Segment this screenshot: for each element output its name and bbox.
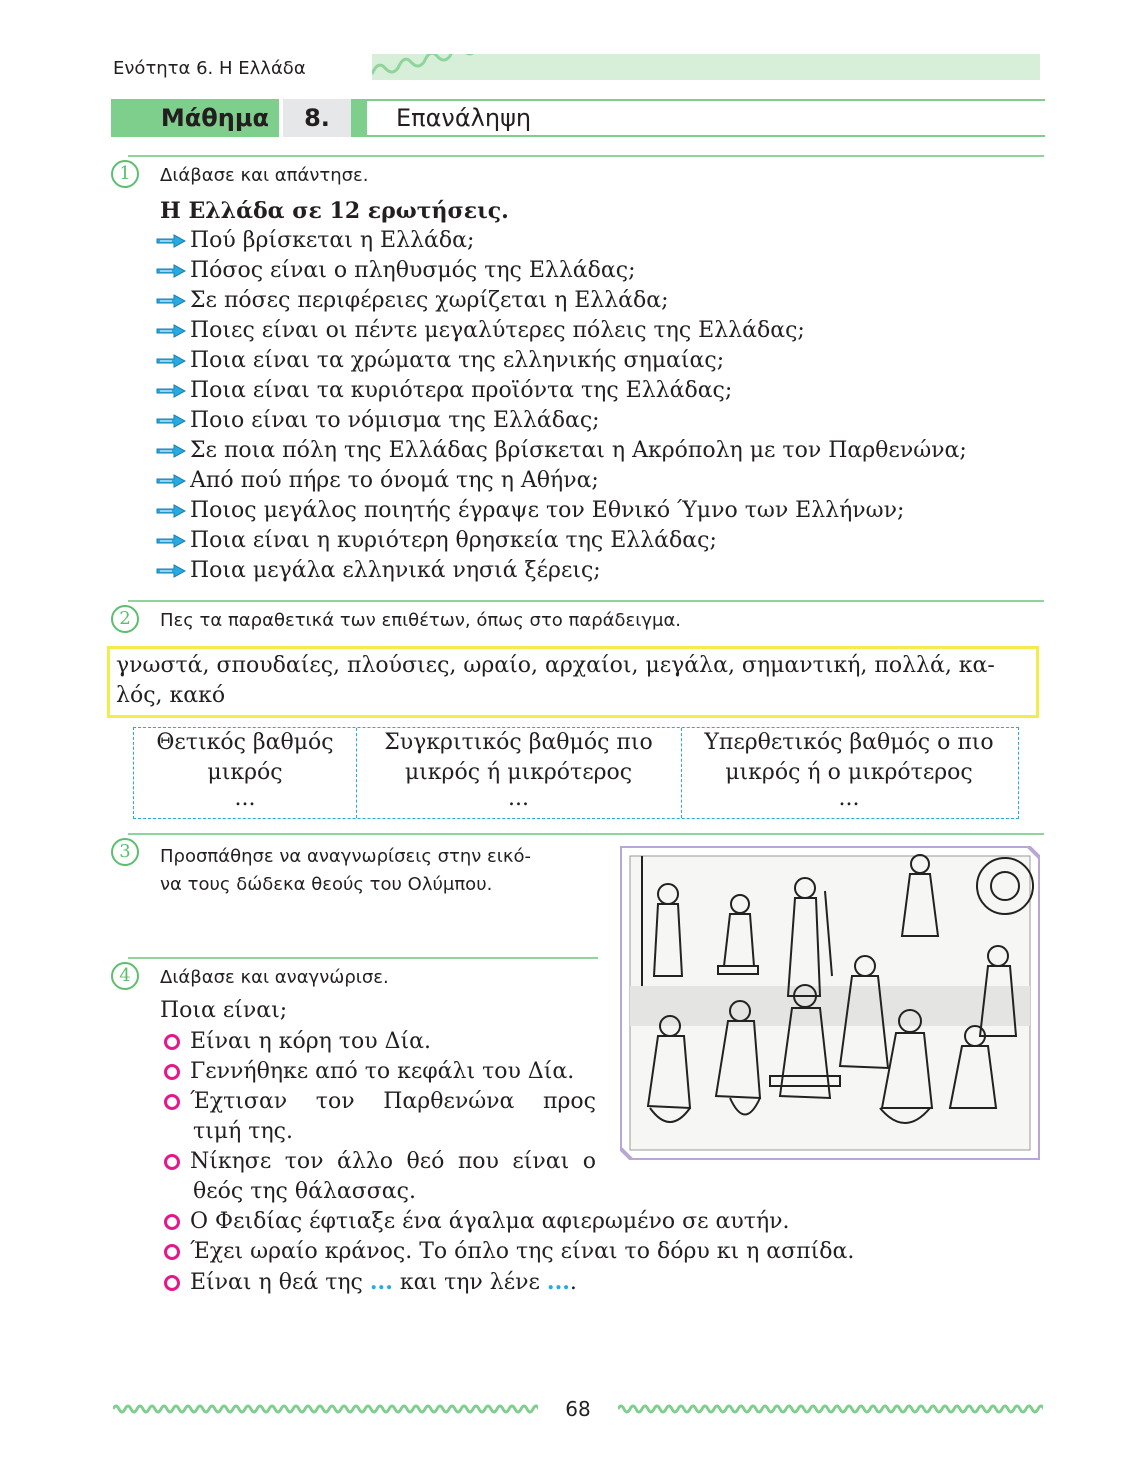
word-list-line-1: γνωστά, σπουδαίες, πλούσιες, ωραίο, αρχαίοι, μεγάλα, σημαντική, πολλά, κα- xyxy=(116,653,995,678)
exercise-number-2: 2 xyxy=(111,605,139,633)
decorative-wave-border xyxy=(618,1402,1043,1416)
degrees-table xyxy=(133,727,1019,819)
question-text: Ποιες είναι οι πέντε μεγαλύτερες πόλεις της Ελλάδας; xyxy=(190,318,805,343)
arrow-icon xyxy=(156,384,186,398)
instruction-line: Προσπάθησε να αναγνωρίσεις στην εικό- xyxy=(160,846,531,867)
question-item xyxy=(156,496,967,526)
question-item xyxy=(156,436,967,466)
question-item xyxy=(156,406,967,436)
clue-item xyxy=(164,1207,854,1237)
question-list xyxy=(156,226,967,586)
question-item xyxy=(156,346,967,376)
clue-text-continued: θεός της θάλασσας. xyxy=(193,1179,416,1204)
clue-text-continued: τιμή της. xyxy=(193,1119,293,1144)
exercise-number-1: 1 xyxy=(111,160,139,188)
clue-item xyxy=(164,1057,854,1087)
lesson-number: 8. xyxy=(283,99,351,137)
arrow-icon xyxy=(156,474,186,488)
column-header: Θετικός βαθμός xyxy=(156,730,334,755)
question-text: Ποια είναι τα κυριότερα προϊόντα της Ελλάδας; xyxy=(190,378,733,403)
arrow-icon xyxy=(156,294,186,308)
blank-dots: ... xyxy=(369,1269,393,1295)
clue-item xyxy=(164,1027,854,1057)
arrow-icon xyxy=(156,444,186,458)
clue-item xyxy=(164,1087,854,1117)
question-text: Ποιος μεγάλος ποιητής έγραψε τον Εθνικό Ύμνο των Ελλήνων; xyxy=(190,498,905,523)
clue-list xyxy=(164,1027,854,1298)
question-item xyxy=(156,226,967,256)
section-divider xyxy=(128,833,1044,835)
question-item xyxy=(156,316,967,346)
exercise-number-4: 4 xyxy=(111,962,139,990)
column-example: μικρός ή ο μικρότερος xyxy=(725,760,973,785)
lesson-header xyxy=(111,99,1045,137)
question-text: Ποιο είναι το νόμισμα της Ελλάδας; xyxy=(190,408,600,433)
section-divider xyxy=(128,957,598,959)
clue-text: . xyxy=(569,1270,577,1295)
header-separator xyxy=(351,99,367,137)
word-list-line-2: λός, κακό xyxy=(116,683,226,708)
adjective-word-box xyxy=(107,646,1039,718)
circle-bullet-icon xyxy=(164,1154,180,1170)
arrow-icon xyxy=(156,564,186,578)
column-example: μικρός xyxy=(207,760,283,785)
arrow-icon xyxy=(156,234,186,248)
exercise-1-heading: Η Ελλάδα σε 12 ερωτήσεις. xyxy=(160,198,509,224)
exercise-3-instruction xyxy=(160,843,531,899)
decorative-wave-border xyxy=(113,1402,538,1416)
question-text: Πού βρίσκεται η Ελλάδα; xyxy=(190,228,475,253)
lesson-label: Μάθημα xyxy=(111,99,279,137)
circle-bullet-icon xyxy=(164,1064,180,1080)
exercise-4-instruction: Διάβασε και αναγνώρισε. xyxy=(160,967,389,988)
column-blank: ... xyxy=(838,786,860,811)
clue-text: και την λένε xyxy=(399,1270,540,1295)
clue-text: Έχτισαν τον Παρθενώνα προς xyxy=(190,1089,596,1114)
arrow-icon xyxy=(156,414,186,428)
arrow-icon xyxy=(156,534,186,548)
clue-text: Νίκησε τον άλλο θεό που είναι ο xyxy=(190,1149,596,1174)
question-item xyxy=(156,376,967,406)
exercise-4-question: Ποια είναι; xyxy=(160,998,288,1023)
clue-text: Είναι η κόρη του Δία. xyxy=(190,1029,431,1054)
question-item xyxy=(156,526,967,556)
clue-item xyxy=(164,1147,854,1177)
section-divider xyxy=(128,600,1044,602)
circle-bullet-icon xyxy=(164,1094,180,1110)
question-text: Ποια μεγάλα ελληνικά νησιά ξέρεις; xyxy=(190,558,601,583)
table-column-comparative xyxy=(356,728,681,818)
column-header: Συγκριτικός βαθμός πιο xyxy=(384,730,653,755)
exercise-number-3: 3 xyxy=(111,838,139,866)
arrow-icon xyxy=(156,504,186,518)
question-item xyxy=(156,256,967,286)
column-blank: ... xyxy=(234,786,256,811)
question-item xyxy=(156,286,967,316)
question-text: Από πού πήρε το όνομά της η Αθήνα; xyxy=(190,468,599,493)
page-number: 68 xyxy=(565,1397,591,1421)
instruction-line: να τους δώδεκα θεούς του Ολύμπου. xyxy=(160,874,493,895)
circle-bullet-icon xyxy=(164,1244,180,1260)
arrow-icon xyxy=(156,264,186,278)
column-example: μικρός ή μικρότερος xyxy=(404,760,633,785)
clue-item xyxy=(164,1237,854,1267)
question-text: Σε ποια πόλη της Ελλάδας βρίσκεται η Ακρόπολη με τον Παρθενώνα; xyxy=(190,438,967,463)
column-header: Υπερθετικός βαθμός ο πιο xyxy=(704,730,994,755)
section-divider xyxy=(128,155,1044,157)
question-text: Σε πόσες περιφέρειες χωρίζεται η Ελλάδα; xyxy=(190,288,669,313)
lesson-title: Επανάληψη xyxy=(396,104,532,132)
clue-text: Έχει ωραίο κράνος. Το όπλο της είναι το δόρυ κι η ασπίδα. xyxy=(190,1239,855,1264)
clue-item xyxy=(164,1267,854,1298)
blank-dots: ... xyxy=(546,1269,570,1295)
question-item xyxy=(156,466,967,496)
question-text: Ποια είναι τα χρώματα της ελληνικής σημαίας; xyxy=(190,348,725,373)
circle-bullet-icon xyxy=(164,1034,180,1050)
arrow-icon xyxy=(156,324,186,338)
arrow-icon xyxy=(156,354,186,368)
column-blank: ... xyxy=(508,786,529,811)
exercise-1-instruction: Διάβασε και απάντησε. xyxy=(160,165,369,186)
clue-text: Γεννήθηκε από το κεφάλι του Δία. xyxy=(190,1059,575,1084)
table-column-positive xyxy=(134,728,356,818)
question-text: Ποια είναι η κυριότερη θρησκεία της Ελλάδας; xyxy=(190,528,717,553)
clue-text: Ο Φειδίας έφτιαξε ένα άγαλμα αφιερωμένο σε αυτήν. xyxy=(190,1209,790,1234)
decorative-wave-border xyxy=(372,54,1040,80)
clue-text: Είναι η θεά της xyxy=(190,1270,363,1295)
table-column-superlative xyxy=(681,728,1017,818)
question-item xyxy=(156,556,967,586)
circle-bullet-icon xyxy=(164,1214,180,1230)
question-text: Πόσος είναι ο πληθυσμός της Ελλάδας; xyxy=(190,258,636,283)
circle-bullet-icon xyxy=(164,1275,180,1291)
exercise-2-instruction: Πες τα παραθετικά των επιθέτων, όπως στο παράδειγμα. xyxy=(160,610,682,631)
unit-title: Ενότητα 6. Η Ελλάδα xyxy=(113,58,306,79)
